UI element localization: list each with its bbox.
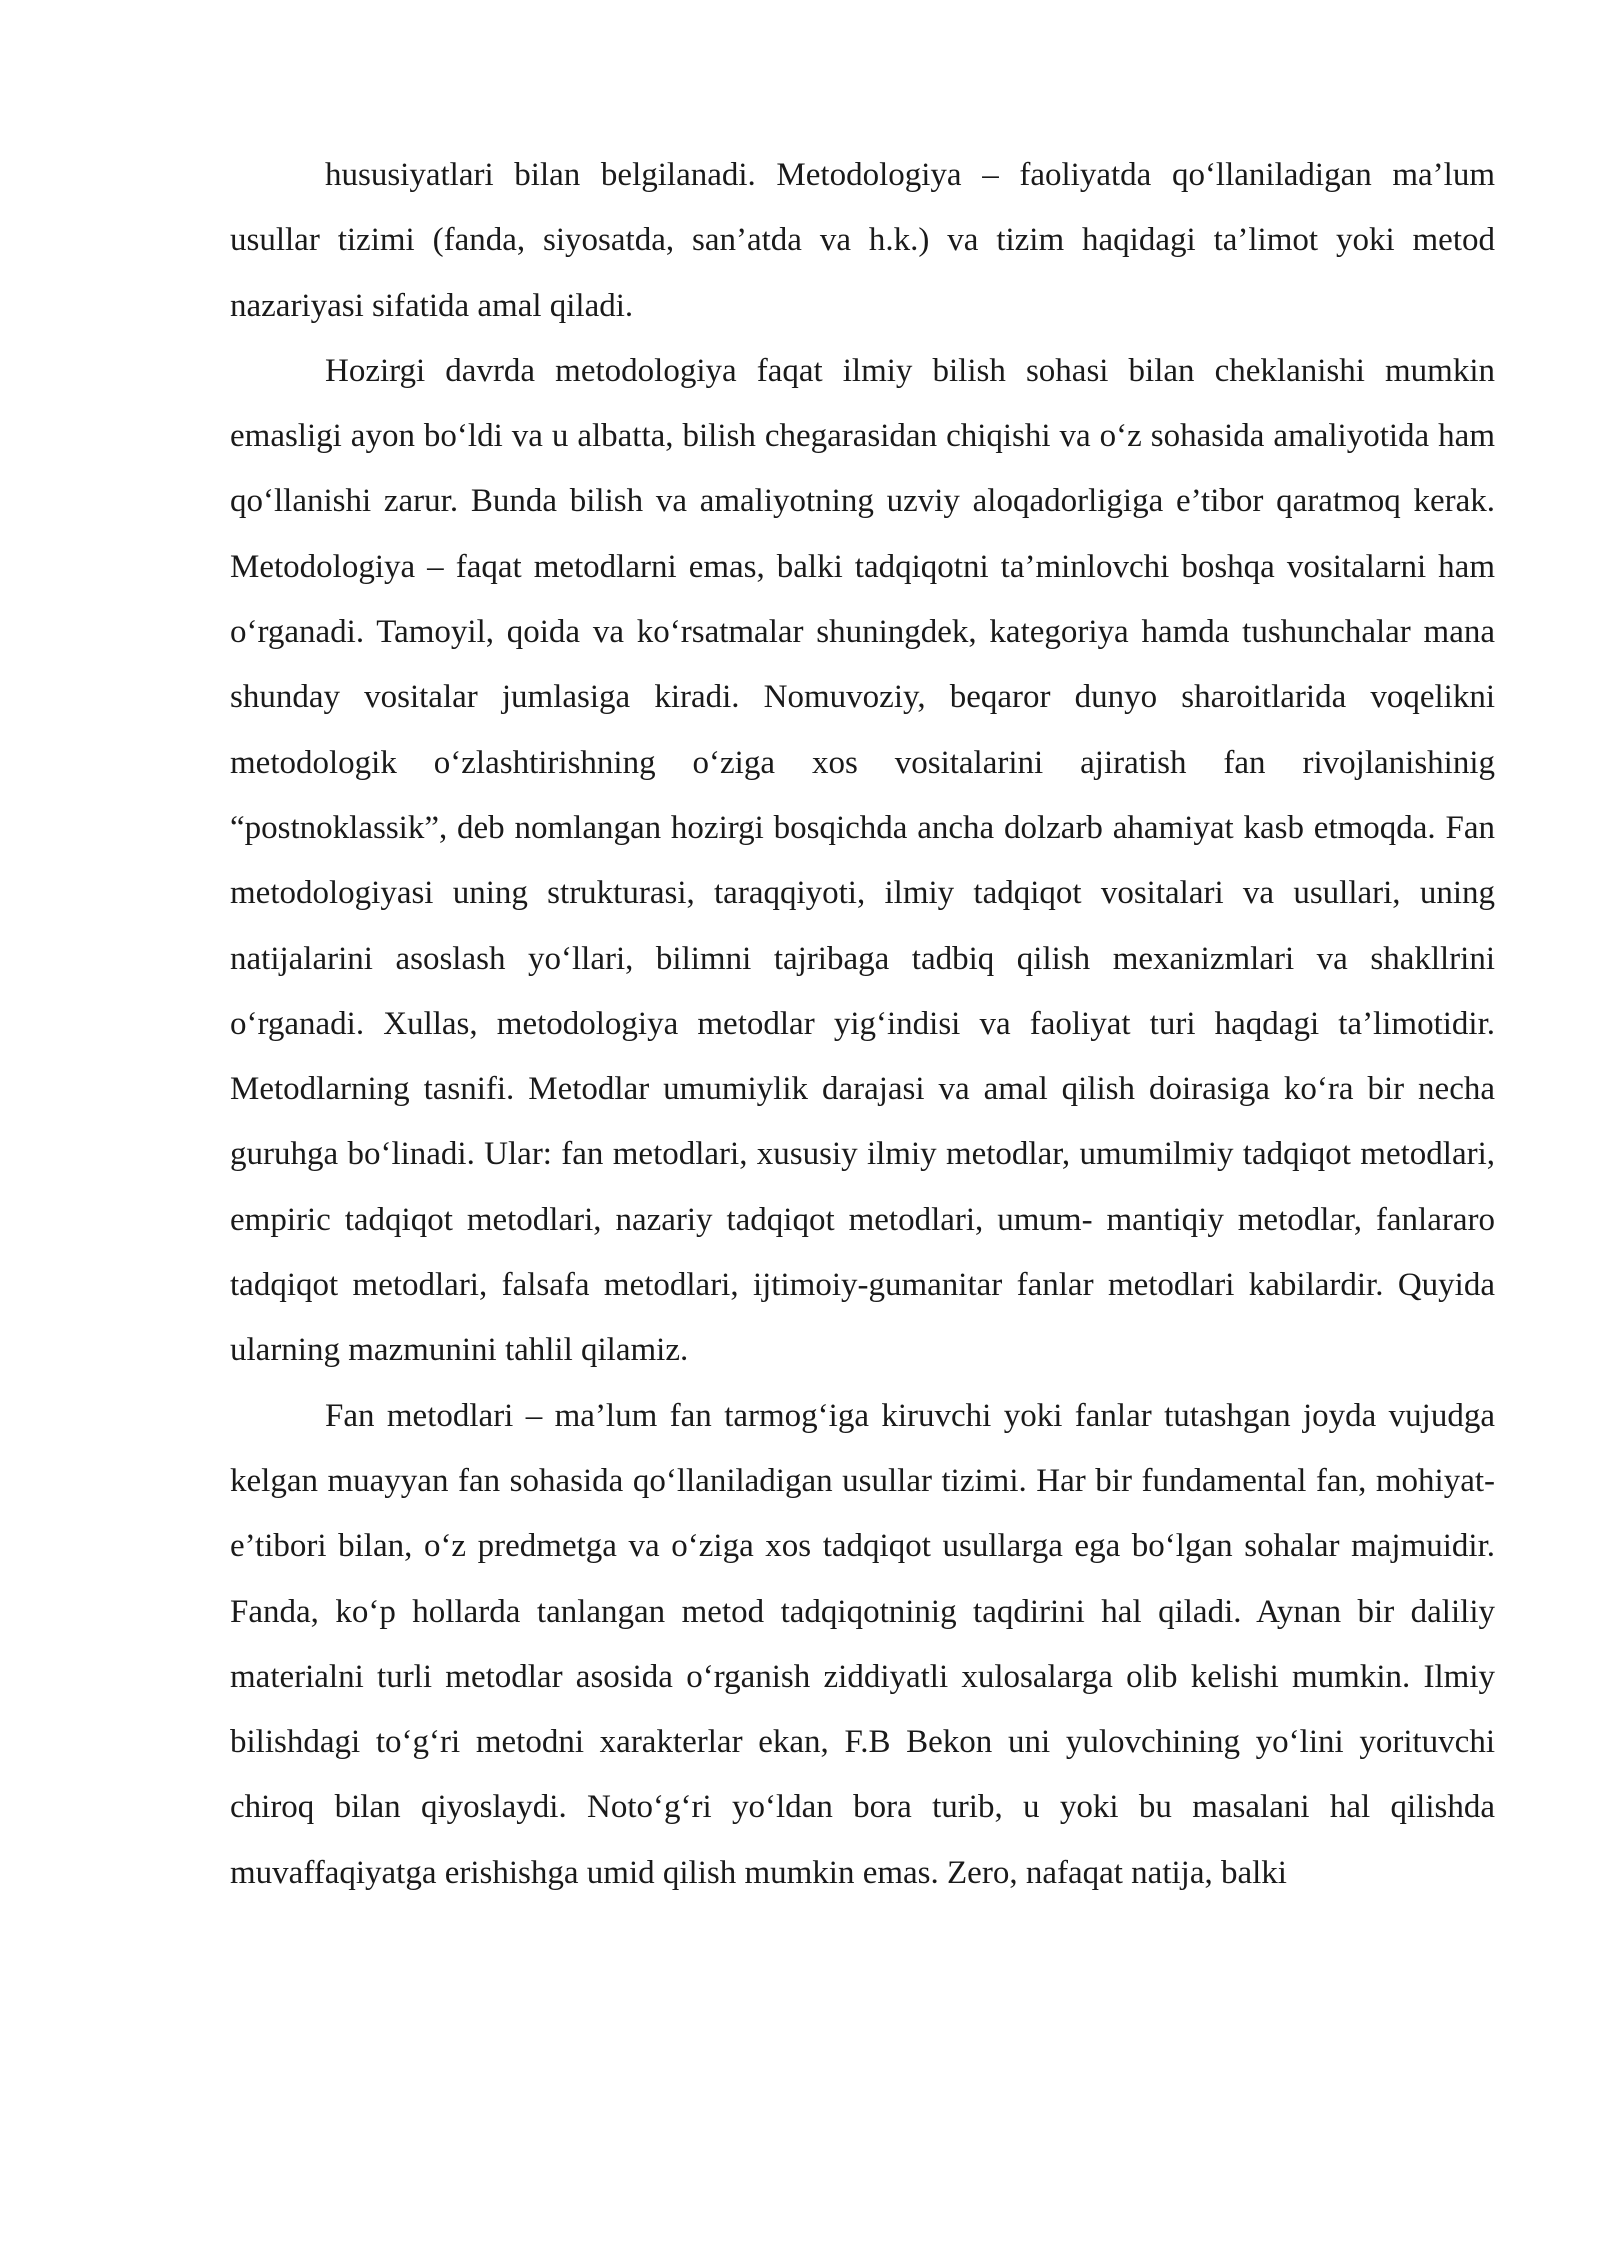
paragraph-2: Hozirgi davrda metodologiya faqat ilmiy bilish sohasi bilan cheklanishi mumkin emasligi ayon bo‘ldi va u albatta, bilish chegarasidan chiqishi va o‘z sohasida amaliyotida ham qo‘llanishi zarur. Bunda bilish va amaliyotning uzviy aloqadorligiga e’tibor qaratmoq kerak. Metodologiya – faqat metodlarni emas, balki tadqiqotni ta’minlovchi boshqa vositalarni ham o‘rganadi. Tamoyil, qoida va ko‘rsatmalar shuningdek, kategoriya hamda tushunchalar mana shunday vositalar jumlasiga kiradi. Nomuvoziy, beqaror dunyo sharoitlarida voqelikni metodologik o‘zlashtirishning o‘ziga xos vositalarini ajiratish fan rivojlanishinig “postnoklassik”, deb nomlangan hozirgi bosqichda ancha dolzarb ahamiyat kasb etmoqda. Fan metodologiyasi uning strukturasi, taraqqiyoti, ilmiy tadqiqot vositalari va usullari, uning natijalarini asoslash yo‘llari, bilimni tajribaga tadbiq qilish mexanizmlari va shakllrini o‘rganadi. Xullas, metodologiya metodlar yig‘indisi va faoliyat turi haqdagi ta’limotidir. Metodlarning tasnifi. Metodlar umumiylik darajasi va amal qilish doirasiga ko‘ra bir necha guruhga bo‘linadi. Ular: fan metodlari, xususiy ilmiy metodlar, umumilmiy tadqiqot metodlari, empiric tadqiqot metodlari, nazariy tadqiqot metodlari, umum- mantiqiy metodlar, fanlararo tadqiqot metodlari, falsafa metodlari, ijtimoiy-gumanitar fanlar metodlari kabilardir. Quyida ularning mazmunini tahlil qilamiz. [230, 352, 1495, 1369]
paragraph-1: hususiyatlari bilan belgilanadi. Metodologiya – faoliyatda qo‘llaniladigan ma’lum usullar tizimi (fanda, siyosatda, san’atda va h.k.) va tizim haqidagi ta’limot yoki metod nazariyasi sifatida amal qiladi. [230, 157, 1495, 324]
paragraph-3: Fan metodlari – ma’lum fan tarmog‘iga kiruvchi yoki fanlar tutashgan joyda vujudga kelgan muayyan fan sohasida qo‘llaniladigan usullar tizimi. Har bir fundamental fan, mohiyat- e’tibori bilan, o‘z predmetga va o‘ziga xos tadqiqot usullarga ega bo‘lgan sohalar majmuidir. Fanda, ko‘p hollarda tanlangan metod tadqiqotninig taqdirini hal qiladi. Aynan bir daliliy materialni turli metodlar asosida o‘rganish ziddiyatli xulosalarga olib kelishi mumkin. Ilmiy bilishdagi to‘g‘ri metodni xarakterlar ekan, F.B Bekon uni yulovchining yo‘lini yorituvchi chiroq bilan qiyoslaydi. Noto‘g‘ri yo‘ldan bora turib, u yoki bu masalani hal qilishda muvaffaqiyatga erishishga umid qilish mumkin emas. Zero, nafaqat natija, balki [230, 1397, 1495, 1891]
document-body [230, 143, 1495, 1906]
